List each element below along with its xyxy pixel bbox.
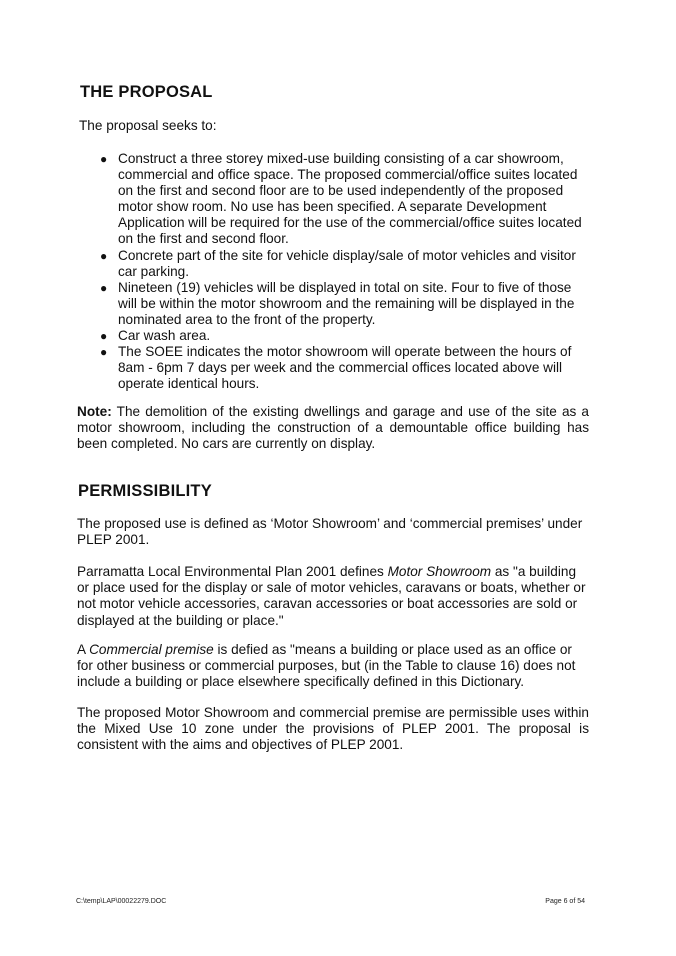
permissibility-paragraph-2: Parramatta Local Environmental Plan 2001 defines Motor Showroom as "a building or place used for the display or sale of motor vehicles, caravans or boats, whether or not motor vehicle accessories, caravan accessories or boat accessories are sold or displayed at the building or place." — [77, 564, 586, 628]
bullet-icon: ● — [100, 329, 108, 344]
list-item: ● The SOEE indicates the motor showroom will operate between the hours of 8am - 6pm 7 days per week and the commercial offices located above will operate identical hours. — [100, 344, 572, 392]
term-motor-showroom: Motor Showroom — [387, 564, 492, 579]
bullet-icon: ● — [100, 248, 108, 263]
term-commercial-premise: Commercial premise — [89, 642, 214, 657]
bullet-icon: ● — [100, 345, 108, 360]
bullet-icon: ● — [100, 280, 108, 295]
note-text: The demolition of the existing dwellings and garage and use of the site as a motor showroom, including the construction of a demountable office building has been completed. No cars are currently on display. — [77, 404, 589, 452]
proposal-note — [77, 404, 589, 453]
proposal-heading: THE PROPOSAL — [80, 83, 213, 101]
list-item: ● Car wash area. — [100, 328, 211, 344]
list-item: ● Construct a three storey mixed-use building consisting of a car showroom, commercial and office space. The proposed commercial/office suites located on the first and second floor are to be used independently of the proposed motor show room. No use has been specified. A separate Development Application will be required for the use of the commercial/office suites located on the first and second floor. — [100, 151, 582, 247]
permissibility-paragraph-3: A Commercial premise is defied as "means a building or place used as an office or for other business or commercial purposes, but (in the Table to clause 16) does not include a building or place elsewhere specifically defined in this Dictionary. — [77, 642, 576, 690]
proposal-bullet-list — [98, 151, 588, 392]
permissibility-heading: PERMISSIBILITY — [78, 482, 212, 500]
note-label: Note: — [77, 404, 112, 419]
permissibility-paragraph-4: The proposed Motor Showroom and commercial premise are permissible uses within the Mixed Use 10 zone under the provisions of PLEP 2001. The proposal is consistent with the aims and objectives of PLEP 2001. — [77, 705, 589, 753]
list-item: ● Nineteen (19) vehicles will be displayed in total on site. Four to five of those will be within the motor showroom and the remaining will be displayed in the nominated area to the front of the property. — [100, 279, 575, 327]
footer-page-number: Page 6 of 54 — [545, 898, 585, 905]
list-item: ● Concrete part of the site for vehicle display/sale of motor vehicles and visitor car parking. — [100, 247, 576, 279]
bullet-icon: ● — [100, 152, 108, 166]
proposal-intro: The proposal seeks to: — [79, 118, 217, 133]
footer-file-path: C:\temp\LAP\00022279.DOC — [76, 898, 167, 905]
permissibility-paragraph-1: The proposed use is defined as ‘Motor Showroom’ and ‘commercial premises’ under PLEP 2001. — [77, 516, 583, 548]
